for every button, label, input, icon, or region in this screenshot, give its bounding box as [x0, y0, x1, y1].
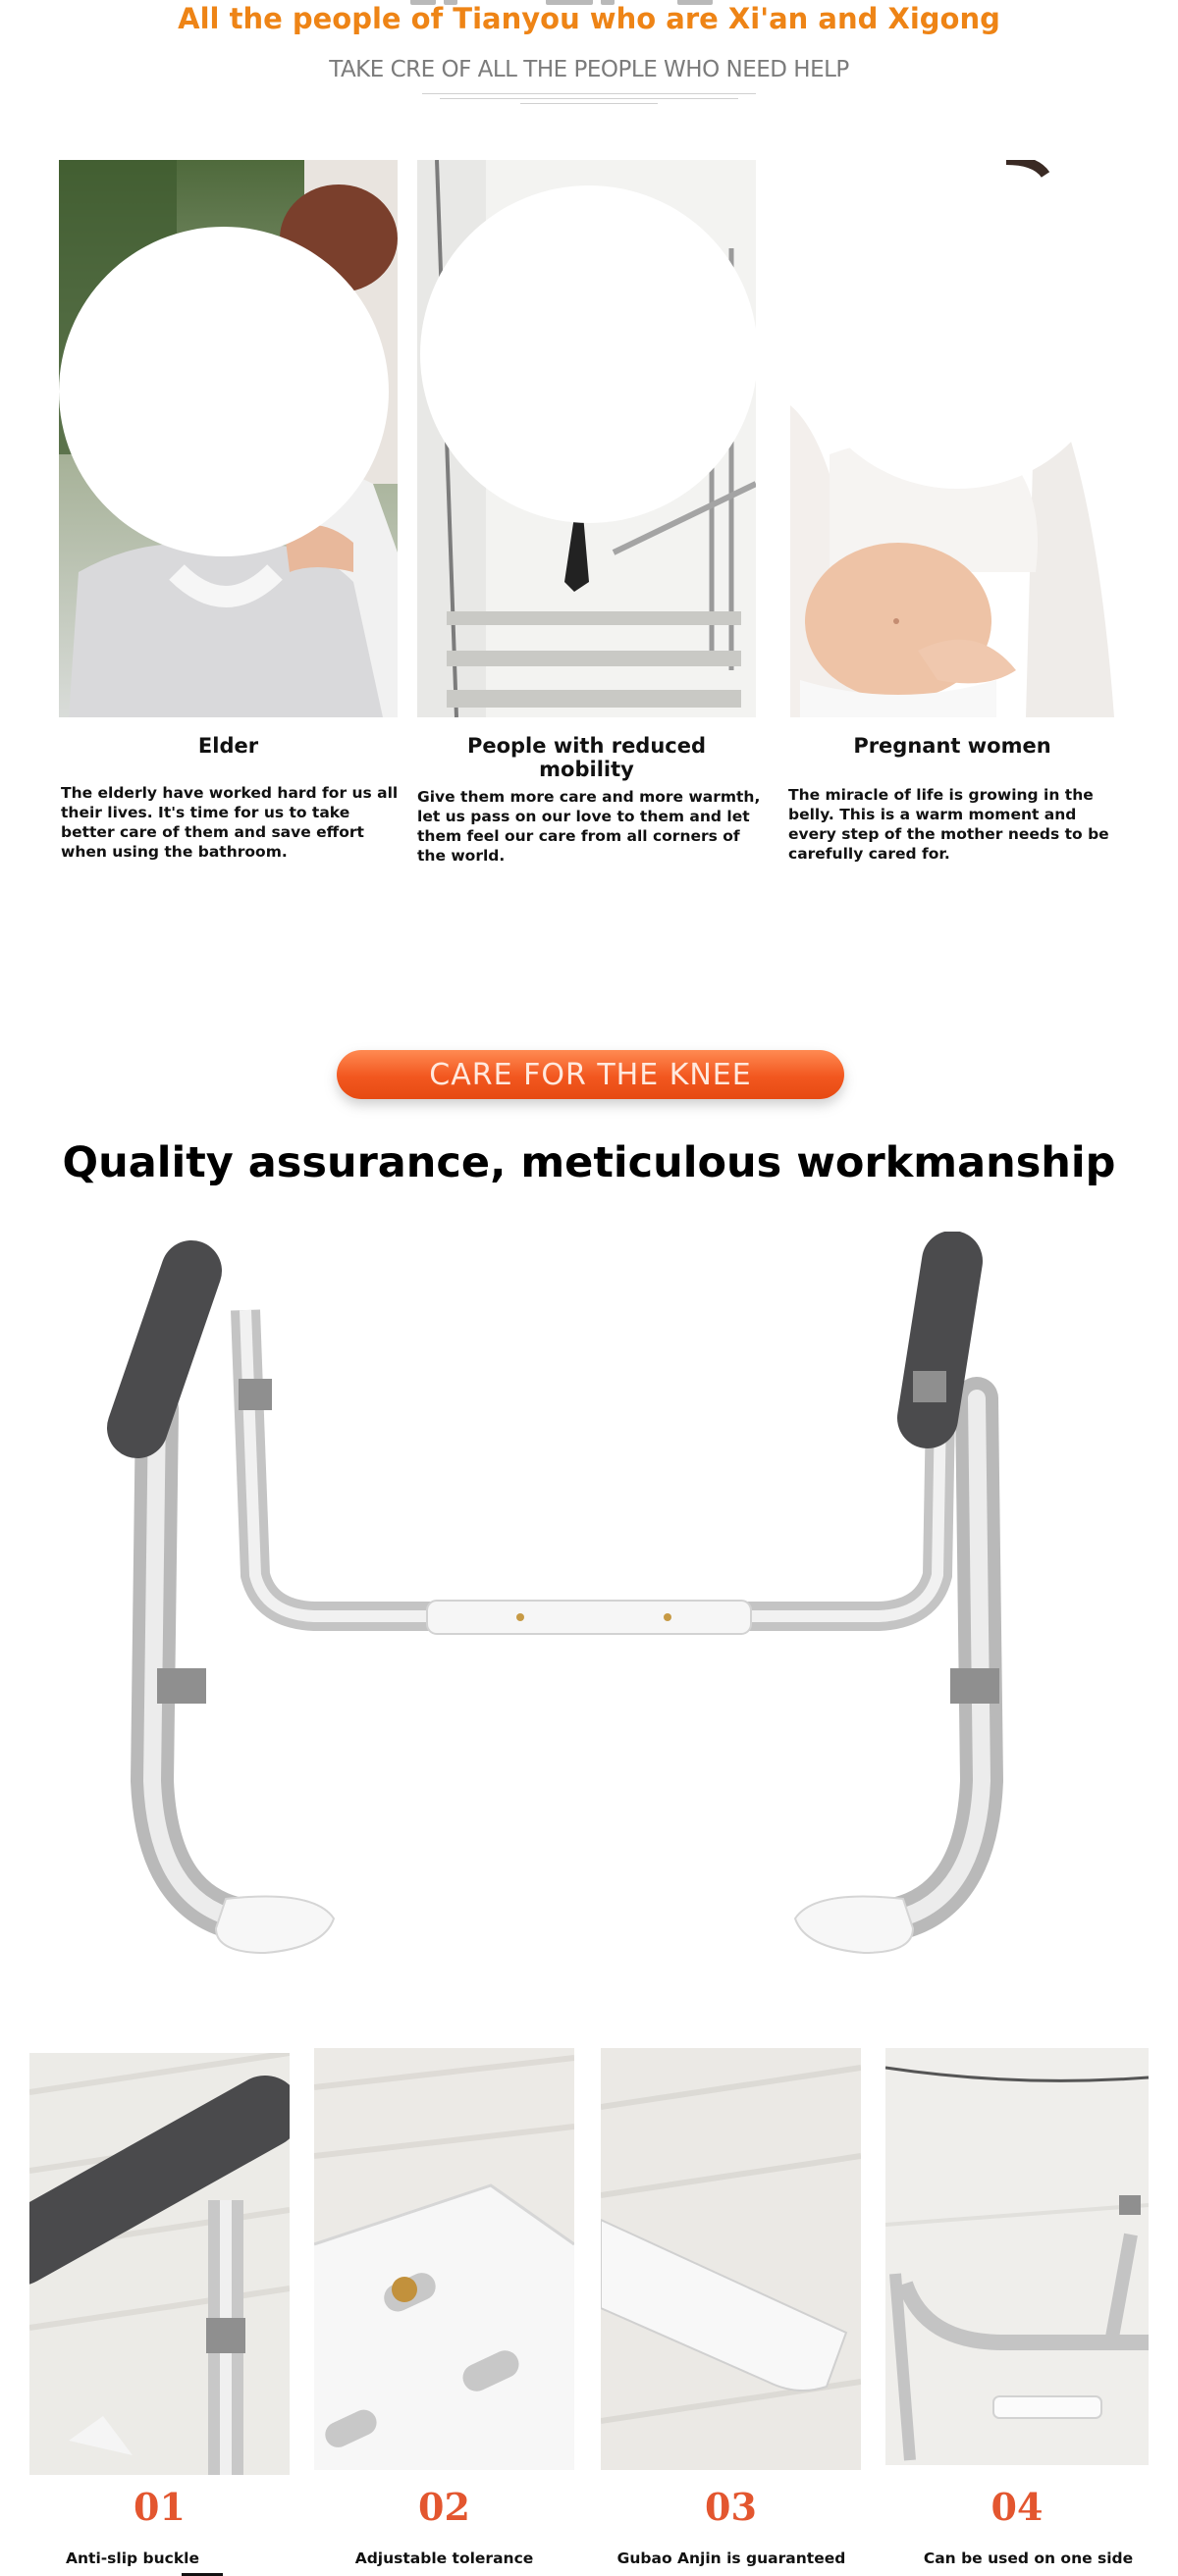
elder-photo: [59, 160, 398, 717]
page-subtitle: TAKE CRE OF ALL THE PEOPLE WHO NEED HELP: [329, 57, 849, 82]
feature-label-one-side: Can be used on one side: [923, 2550, 1134, 2567]
feature-photo-anti-slip: [29, 2053, 290, 2475]
feature-number-01: 01: [134, 2485, 186, 2529]
card-title-mobility: People with reduced mobility: [466, 734, 707, 781]
product-image: [98, 1232, 1080, 1987]
card-title-elder: Elder: [197, 734, 259, 758]
feature-number-02: 02: [418, 2485, 470, 2529]
fine-print-line: [440, 98, 738, 99]
card-desc-elder: The elderly have worked hard for us all their lives. It's time for us to take better care of them and save effort when using the bathroom.: [61, 784, 399, 861]
card-title-pregnant: Pregnant women: [853, 734, 1051, 758]
feature-number-03: 03: [705, 2485, 757, 2529]
pregnant-photo: [790, 160, 1114, 717]
fine-print-line: [422, 93, 756, 94]
care-banner: CARE FOR THE KNEE: [337, 1050, 844, 1099]
feature-number-04: 04: [991, 2485, 1044, 2529]
feature-label-adjustable: Adjustable tolerance: [354, 2550, 534, 2567]
feature-photo-adjustable: [314, 2048, 574, 2470]
mobility-photo: [417, 160, 756, 717]
card-desc-pregnant: The miracle of life is growing in the belly. This is a warm moment and every step of the mother needs to be carefully cared for.: [788, 786, 1109, 863]
feature-label-guaranteed: Gubao Anjin is guaranteed: [616, 2550, 846, 2567]
quality-heading: Quality assurance, meticulous workmanship: [62, 1138, 1116, 1187]
page-title: All the people of Tianyou who are Xi'an and Xigong: [178, 2, 1000, 35]
fine-print-line: [520, 103, 658, 104]
card-desc-mobility: Give them more care and more warmth, let us pass on our love to them and let them feel our care from all corners of the world.: [417, 788, 761, 865]
feature-photo-guaranteed: [601, 2048, 861, 2470]
feature-label-anti-slip: Anti-slip buckle: [66, 2550, 199, 2567]
feature-photo-one-side: [885, 2048, 1149, 2465]
